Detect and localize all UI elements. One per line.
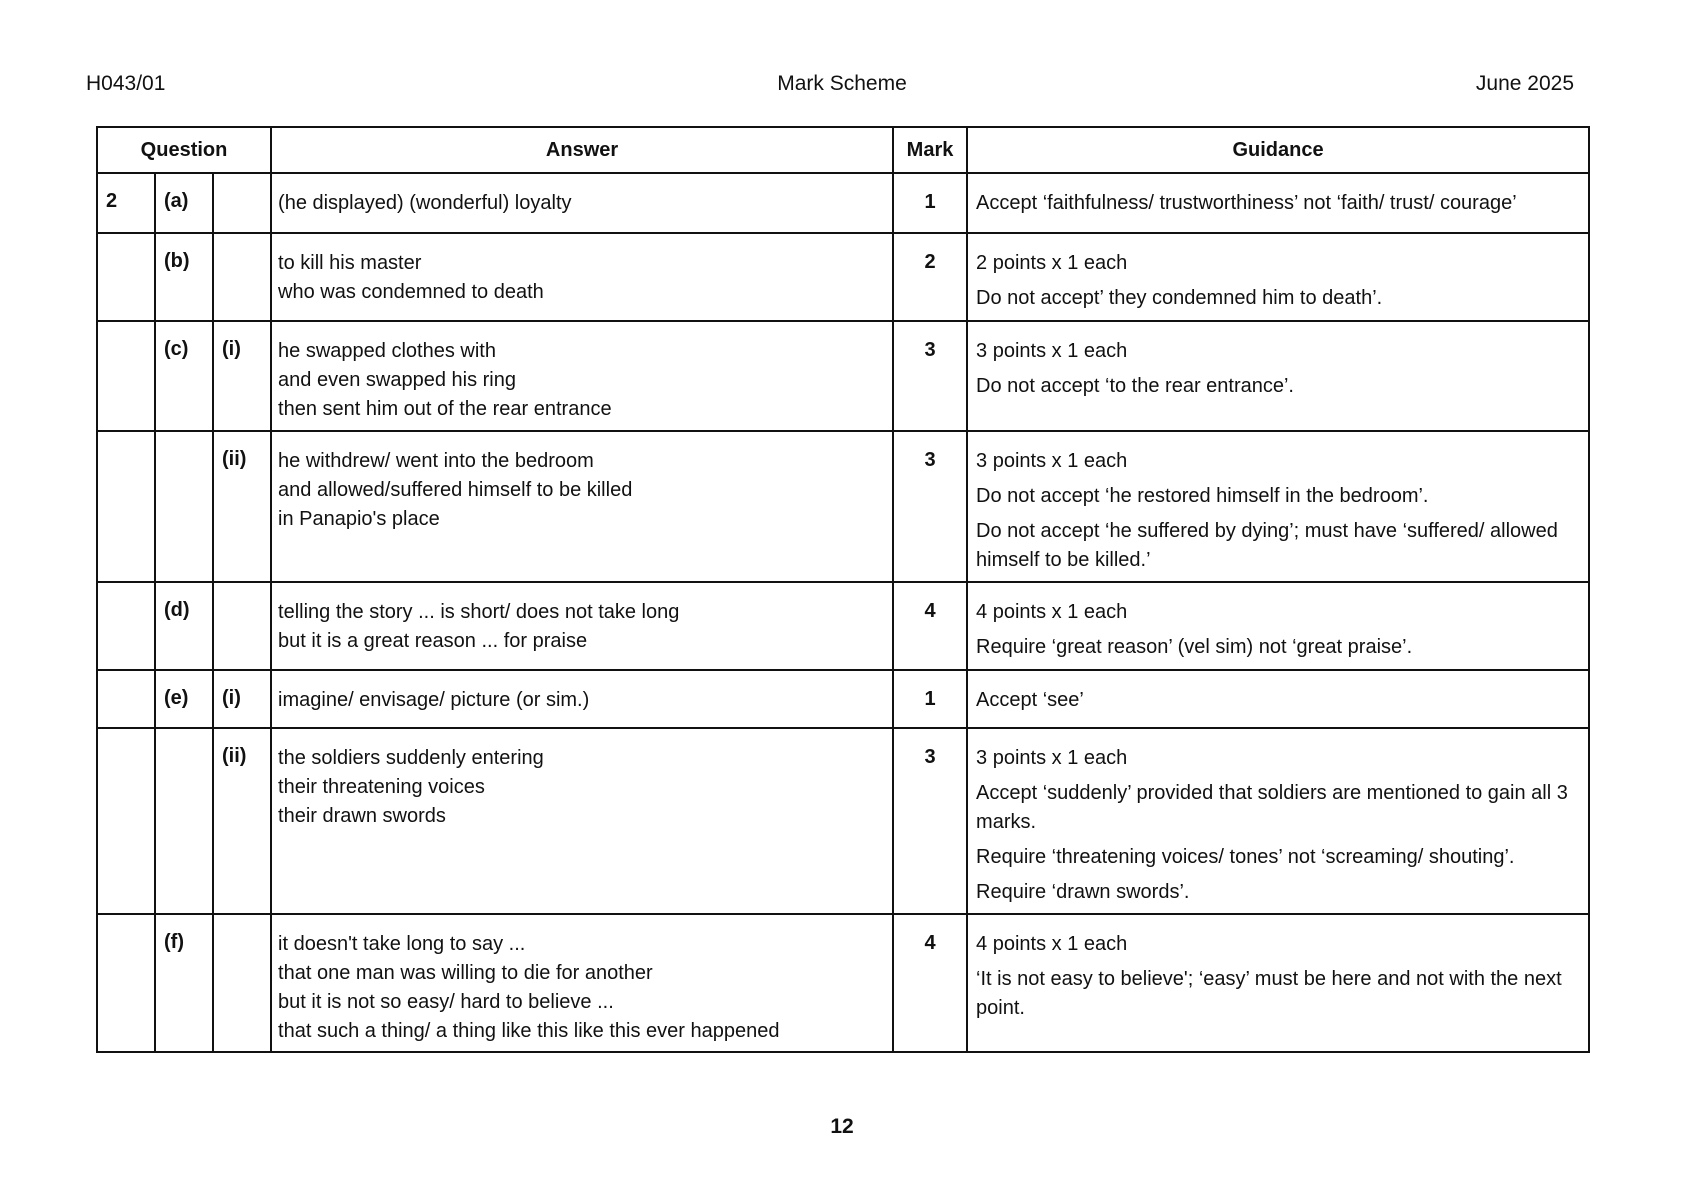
- question-subpart: (ii): [213, 431, 271, 582]
- mark-value: 3: [893, 728, 967, 914]
- guidance-cell: [967, 728, 1589, 914]
- guidance-line: Require ‘great reason’ (vel sim) not ‘great praise’.: [976, 636, 1413, 658]
- question-part: (d): [155, 582, 213, 670]
- question-number: [97, 321, 155, 431]
- guidance-line: Do not accept ‘he suffered by dying’; must have ‘suffered/ allowed himself to be killed.’: [976, 520, 1558, 571]
- answer-line: in Panapio's place: [278, 508, 440, 530]
- guidance-line: Require ‘drawn swords’.: [976, 881, 1190, 903]
- header-mark: Mark: [893, 127, 967, 173]
- answer-line: he swapped clothes with: [278, 340, 496, 362]
- mark-value: 4: [893, 914, 967, 1052]
- guidance-line: Do not accept’ they condemned him to death’.: [976, 287, 1383, 309]
- question-number: [97, 728, 155, 914]
- question-subpart: [213, 582, 271, 670]
- answer-line: but it is a great reason ... for praise: [278, 630, 588, 652]
- guidance-line: 3 points x 1 each: [976, 747, 1128, 769]
- answer-line: that one man was willing to die for another: [278, 962, 653, 984]
- answer-line: (he displayed) (wonderful) loyalty: [278, 192, 572, 214]
- answer-line: he withdrew/ went into the bedroom: [278, 450, 594, 472]
- question-part: (c): [155, 321, 213, 431]
- question-number: [97, 670, 155, 728]
- guidance-line: Require ‘threatening voices/ tones’ not ‘screaming/ shouting’.: [976, 846, 1515, 868]
- guidance-cell: [967, 321, 1589, 431]
- question-subpart: [213, 173, 271, 233]
- mark-value: 4: [893, 582, 967, 670]
- mark-value: 3: [893, 321, 967, 431]
- mark-scheme-table: [96, 126, 1590, 1053]
- answer-cell: [271, 914, 893, 1052]
- guidance-cell: [967, 670, 1589, 728]
- question-subpart: [213, 233, 271, 321]
- answer-cell: [271, 173, 893, 233]
- page-number: [0, 1115, 1684, 1139]
- guidance-line: Accept ‘suddenly’ provided that soldiers are mentioned to gain all 3 marks.: [976, 782, 1568, 833]
- page-number-text: 12: [830, 1115, 854, 1138]
- question-part: (f): [155, 914, 213, 1052]
- question-number: [97, 582, 155, 670]
- question-number: [97, 233, 155, 321]
- guidance-line: Accept ‘see’: [976, 689, 1084, 711]
- question-part: (a): [155, 173, 213, 233]
- guidance-line: 4 points x 1 each: [976, 933, 1128, 955]
- question-part: [155, 728, 213, 914]
- answer-line: to kill his master: [278, 252, 422, 274]
- answer-line: and even swapped his ring: [278, 369, 516, 391]
- document-date: June 2025: [1475, 72, 1574, 95]
- mark-value: 1: [893, 670, 967, 728]
- guidance-line: 4 points x 1 each: [976, 601, 1128, 623]
- guidance-line: Do not accept ‘to the rear entrance’.: [976, 375, 1294, 397]
- table-row: [97, 914, 1589, 1052]
- table-row: [97, 233, 1589, 321]
- question-number: [97, 914, 155, 1052]
- answer-line: telling the story ... is short/ does not take long: [278, 601, 680, 623]
- answer-cell: [271, 431, 893, 582]
- table-body: [97, 173, 1589, 1052]
- question-subpart: (i): [213, 670, 271, 728]
- guidance-line: Do not accept ‘he restored himself in the bedroom’.: [976, 485, 1429, 507]
- table-row: [97, 431, 1589, 582]
- guidance-cell: [967, 582, 1589, 670]
- table-row: [97, 728, 1589, 914]
- guidance-cell: [967, 233, 1589, 321]
- mark-value: 2: [893, 233, 967, 321]
- answer-line: their threatening voices: [278, 776, 485, 798]
- answer-cell: [271, 728, 893, 914]
- answer-cell: [271, 233, 893, 321]
- guidance-line: ‘It is not easy to believe'; ‘easy’ must be here and not with the next point.: [976, 968, 1562, 1019]
- question-subpart: [213, 914, 271, 1052]
- answer-line: but it is not so easy/ hard to believe ...: [278, 991, 614, 1013]
- header-question: Question: [97, 127, 271, 173]
- guidance-cell: [967, 431, 1589, 582]
- question-part: (e): [155, 670, 213, 728]
- table-header-row: [97, 127, 1589, 173]
- question-subpart: (ii): [213, 728, 271, 914]
- answer-line: then sent him out of the rear entrance: [278, 398, 612, 420]
- header-guidance: Guidance: [967, 127, 1589, 173]
- question-part: [155, 431, 213, 582]
- guidance-cell: [967, 173, 1589, 233]
- answer-line: who was condemned to death: [278, 281, 544, 303]
- answer-cell: [271, 321, 893, 431]
- answer-line: and allowed/suffered himself to be killed: [278, 479, 633, 501]
- table-row: [97, 321, 1589, 431]
- question-part: (b): [155, 233, 213, 321]
- answer-cell: [271, 582, 893, 670]
- question-number: 2: [97, 173, 155, 233]
- answer-line: that such a thing/ a thing like this like this ever happened: [278, 1020, 780, 1042]
- table-row: [97, 670, 1589, 728]
- header-answer: Answer: [271, 127, 893, 173]
- question-number: [97, 431, 155, 582]
- guidance-line: 3 points x 1 each: [976, 340, 1128, 362]
- mark-value: 1: [893, 173, 967, 233]
- answer-line: imagine/ envisage/ picture (or sim.): [278, 689, 590, 711]
- document-code: H043/01: [86, 72, 166, 95]
- guidance-line: 3 points x 1 each: [976, 450, 1128, 472]
- answer-line: the soldiers suddenly entering: [278, 747, 544, 769]
- answer-line: it doesn't take long to say ...: [278, 933, 526, 955]
- mark-value: 3: [893, 431, 967, 582]
- table-row: [97, 173, 1589, 233]
- document-title: Mark Scheme: [777, 72, 907, 95]
- answer-cell: [271, 670, 893, 728]
- guidance-line: Accept ‘faithfulness/ trustworthiness’ not ‘faith/ trust/ courage’: [976, 192, 1517, 214]
- guidance-line: 2 points x 1 each: [976, 252, 1128, 274]
- table-row: [97, 582, 1589, 670]
- question-subpart: (i): [213, 321, 271, 431]
- answer-line: their drawn swords: [278, 805, 446, 827]
- guidance-cell: [967, 914, 1589, 1052]
